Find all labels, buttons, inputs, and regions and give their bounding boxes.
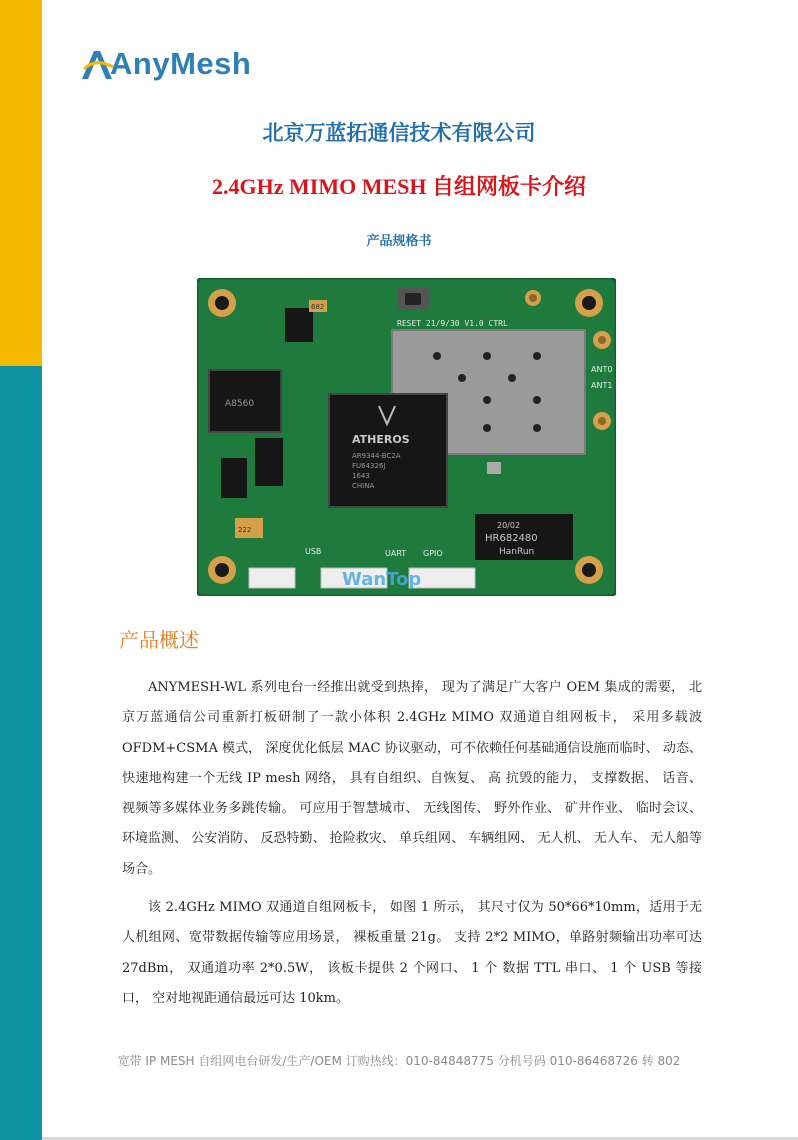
cap-code-682: 682 <box>311 303 325 311</box>
atheros-chip <box>329 394 447 507</box>
logo-mark-icon <box>80 45 114 83</box>
anymesh-logo <box>80 44 251 84</box>
svg-text:CHINA: CHINA <box>352 482 375 490</box>
cap-code-222: 222 <box>238 526 252 534</box>
board-photo <box>197 278 616 596</box>
silkscreen-top: RESET 21/9/30 V1.0 CTRL <box>397 319 508 328</box>
svg-text:1643: 1643 <box>352 472 370 480</box>
ant1-label: ANT1 <box>591 381 613 390</box>
ant0-label: ANT0 <box>591 365 613 374</box>
svg-text:AR9344-BC2A: AR9344-BC2A <box>352 452 401 460</box>
svg-text:A8560: A8560 <box>225 399 255 409</box>
section-title: 产品概述 <box>119 628 199 652</box>
svg-text:20/02: 20/02 <box>497 521 521 530</box>
hanrun-transformer <box>475 514 573 560</box>
uart-label: UART <box>385 549 407 558</box>
usb-label: USB <box>305 547 322 556</box>
gpio-label: GPIO <box>423 549 443 558</box>
wantop-watermark: WanTop <box>342 569 422 590</box>
svg-text:ATHEROS: ATHEROS <box>352 433 410 446</box>
memory-chip <box>209 370 281 432</box>
company-name: 北京万蓝拓通信技术有限公司 <box>262 121 536 145</box>
product-title: 2.4GHz MIMO MESH 自组网板卡介绍 <box>212 174 586 199</box>
svg-text:FU64326J: FU64326J <box>352 462 386 470</box>
logo-text: AnyMesh <box>110 46 252 81</box>
svg-text:HR682480: HR682480 <box>485 533 538 544</box>
paragraph-1: ANYMESH-WL 系列电台一经推出就受到热捧， 现为了满足广大客户 OEM 集成的需要， 北京万蓝通信公司重新打板研制了一款小体积 2.4GHz MIMO 双通道自组网板卡， 采用多载波 OFDM+CSMA 模式， 深度优化低层 MAC 协议驱动，可不依赖任何基础通信设施而临时、 动态、 快速地构建一个无线 IP mesh 网络， 具有自组织、自恢复、 高 抗毁的能力， 支撑数据、 话音、 视频等多媒体业务多跳传输。 可应用于智慧城市、 无线图传、 野外作业、 矿井作业、 临时会议、 环境监测、 公安消防、 反恐特勤、 抢险救灾、 单兵组网、 车辆组网、 无人机、 无人车、 无人船等场合。 <box>122 680 702 877</box>
spec-sheet-label: 产品规格书 <box>366 234 432 249</box>
left-accent-bar-teal <box>0 366 42 1140</box>
svg-text:HanRun: HanRun <box>499 547 535 557</box>
paragraph-2: 该 2.4GHz MIMO 双通道自组网板卡， 如图 1 所示， 其尺寸仅为 50*66*10mm，适用于无人机组网、宽带数据传输等应用场景， 裸板重量 21g。 支持 2*2 MIMO，单路射频输出功率可达 27dBm， 双通道功率 2*0.5W， 该板卡提供 2 个网口、 1 个 数据 TTL 串口、 1 个 USB 等接口， 空对地视距通信最远可达 10km。 <box>122 900 702 1006</box>
footer-hotline: 宽带 IP MESH 自组网电台研发/生产/OEM 订购热线：010-84848775 分机号码 010-86468726 转 802 <box>117 1054 681 1068</box>
